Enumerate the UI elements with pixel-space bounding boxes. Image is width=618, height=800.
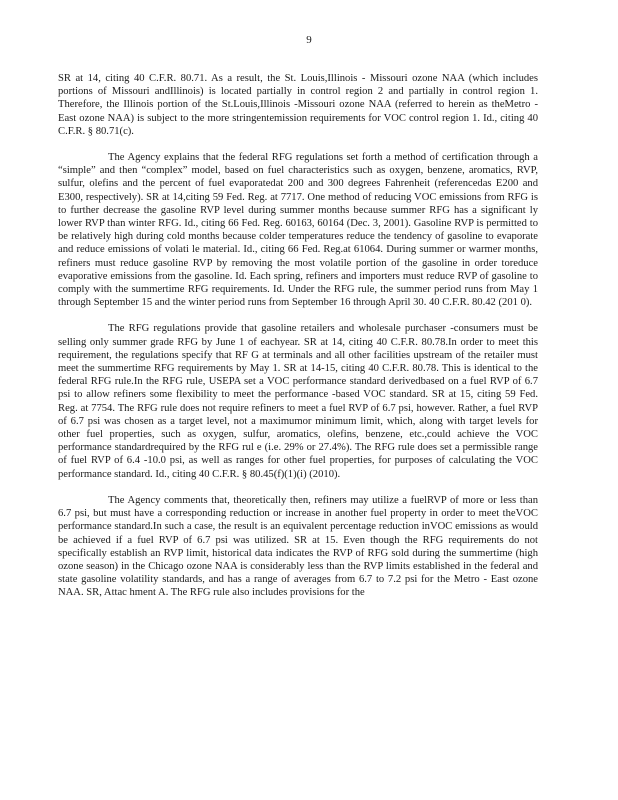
paragraph: The Agency comments that, theoretically then, refiners may utilize a fuelRVP of more or less than 6.7 psi, but must have a corresponding reduction or increase in another fuel property in order to meet theVOC performance standard.In such a case, the result is an equivalent percentage reduction inVOC emissions as would be achieved if a fuel RVP of 6.7 psi was utilized. SR at 15. Even though the RFG requirements do not specifically establish an RVP limit, historical data indicates the RVP of RFG sold during the summertime (high ozone season) in the Chicago ozone NAA is considerably less than the RVP limits established in the federal and state gasoline volatility standards, and has a range of averages from 6.7 to 7.2 psi for the Metro - East ozone NAA. SR, Attac hment A. The RFG rule also includes provisions for the xyxy=(58,494,538,599)
paragraph: The Agency explains that the federal RFG regulations set forth a method of certification through a “simple” and then “complex” model, based on fuel characteristics such as oxygen, benzene, aromatics, RVP, sulfur, olefins and the percent of fuel evaporatedat 200 and 300 degrees Fahrenheit (referencedas E200 and E300, respectively). SR at 14,citing 59 Fed. Reg. at 7717. One method of reducing VOC emissions from RFG is to further decrease the gasoline RVP level during summer months because summer RFG has a significant ly lower RVP than winter RFG. Id., citing 66 Fed. Reg. 60163, 60164 (Dec. 3, 2001). Gasoline RVP is permitted to be relatively high during cold months because colder temperatures reduce the tendency of gasoline to evaporate and reduce emissions of volati le material. Id., citing 66 Fed. Reg.at 61064. During summer or warmer months, refiners must reduce gasoline RVP by removing the most volatile portion of the gasoline in order toreduce evaporative emissions from the gasoline. Id. Each spring, refiners and importers must reduce RVP of gasoline to comply with the summertime RFG requirements. Id. Under the RFG rule, the summer period runs from May 1 through September 15 and the winter period runs from September 16 through April 30. 40 C.F.R. 80.42 (201 0). xyxy=(58,152,538,309)
paragraph: SR at 14, citing 40 C.F.R. 80.71. As a result, the St. Louis,Illinois - Missouri ozone NAA (which includes portions of Missouri andIllinois) is located partially in control region 2 and partially in control region 1. Therefore, the Illinois portion of the St.Louis,Illinois -Missouri ozone NAA (referred to herein as theMetro - East ozone NAA) is subject to the more stringentemission requirements for VOC control region 1. Id., citing 40 C.F.R. § 80.71(c). xyxy=(58,73,538,137)
page-number: 9 xyxy=(306,34,312,46)
body-text xyxy=(58,72,538,613)
paragraph: The RFG regulations provide that gasoline retailers and wholesale purchaser -consumers must be selling only summer grade RFG by June 1 of eachyear. SR at 14, citing 40 C.F.R. 80.78.In order to meet this requirement, the regulations specify that RF G at terminals and all other facilities upstream of the retailer must meet the summertime RFG requirements by May 1. SR at 14-15, citing 40 C.F.R. 80.78. This is identical to the federal RFG rule.In the RFG rule, USEPA set a VOC performance standard derivedbased on a fuel RVP of 6.7 psi to allow refiners some flexibility to meet the performance -based VOC standard. SR at 15, citing 59 Fed. Reg. at 7754. The RFG rule does not require refiners to meet a fuel RVP of 6.7 psi, however. Rather, a fuel RVP of 6.7 psi was chosen as a target level, not a maximumor minimum limit, which, along with target levels for other fuel properties, such as oxygen, sulfur, aromatics, olefins, benzene, etc.,could achieve the VOC performance standardrequired by the RFG rul e (i.e. 29% or 27.4%). The RFG rule does set a permissible range of fuel RVP of 6.4 -10.0 psi, as well as ranges for other fuel properties, for purposes of calculating the VOC performance standard. Id., citing 40 C.F.R. § 80.45(f)(1)(i) (2010). xyxy=(58,323,538,480)
